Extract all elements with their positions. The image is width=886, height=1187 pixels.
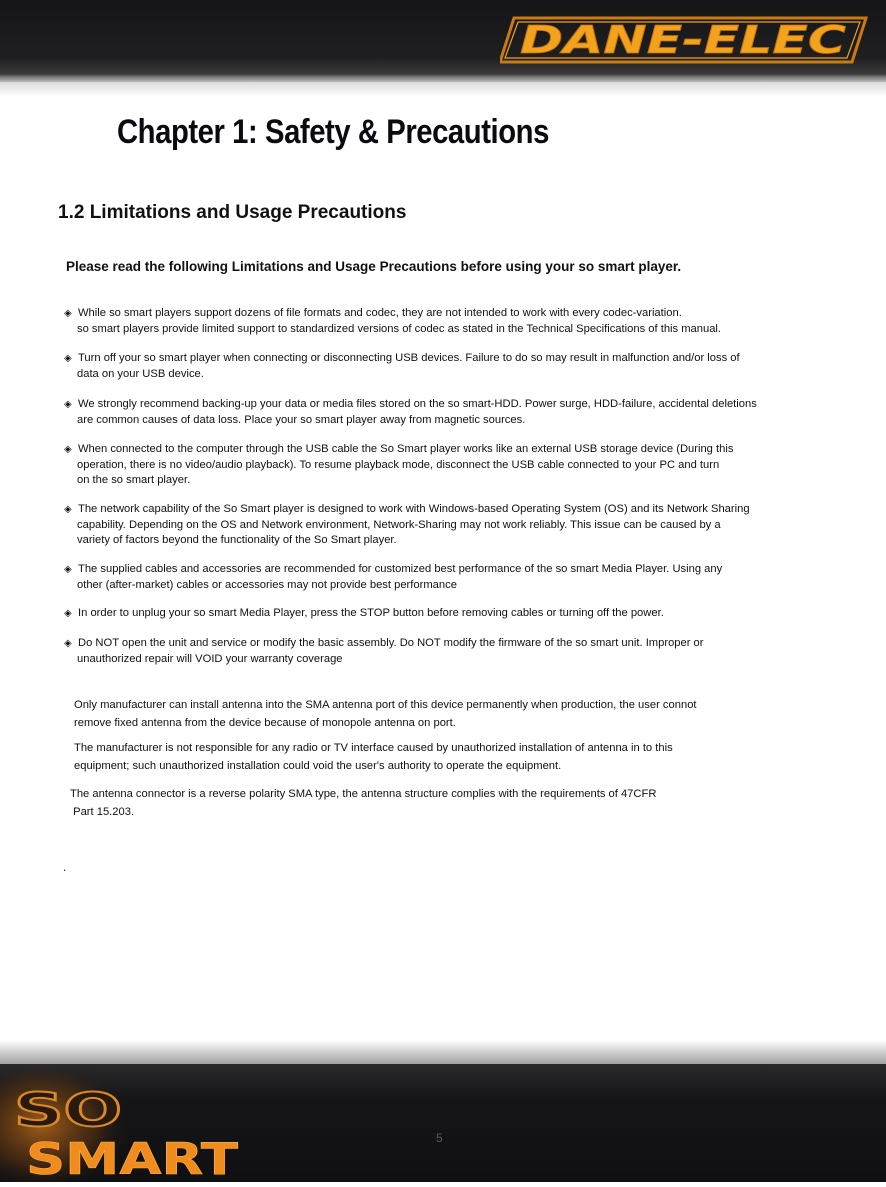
list-item: ◈ When connected to the computer through the USB cable the So Smart player works like an external USB storage device (During this operation, there is no video/audio playback). To resume playback mode, disconnect the USB cable connected to your PC and turn on the so smart player. [64, 443, 734, 486]
trailing-dot: . [63, 860, 67, 874]
chapter-title: Chapter 1: Safety & Precautions [117, 113, 549, 151]
so-smart-logo-line1: SO [14, 1083, 122, 1137]
intro-text: Please read the following Limitations and Usage Precautions before using your so smart player. [66, 259, 682, 274]
dane-elec-logo-text: DANE-ELEC [520, 18, 847, 62]
dane-elec-logo [500, 14, 868, 66]
diamond-bullet-icon: ◈ [64, 638, 72, 649]
footer-shadow [0, 1040, 886, 1066]
so-smart-logo [0, 1068, 260, 1182]
note-paragraph: The antenna connector is a reverse polarity SMA type, the antenna structure complies with the requirements of 47CFR Part 15.203. [70, 788, 657, 818]
list-item: ◈ In order to unplug your so smart Media Player, press the STOP button before removing cables or turning off the power. [64, 606, 664, 622]
diamond-bullet-icon: ◈ [64, 353, 72, 364]
diamond-bullet-icon: ◈ [64, 608, 72, 619]
diamond-bullet-icon: ◈ [64, 564, 72, 575]
list-item: ◈ The network capability of the So Smart player is designed to work with Windows-based Operating System (OS) and its Network Sharing capability. Depending on the OS and Network environment, Network-Sharing may not work reliably. This issue can be caused by a variety of factors beyond the functionality of the So Smart player. [64, 503, 750, 546]
diamond-bullet-icon: ◈ [64, 308, 72, 319]
list-item: ◈ We strongly recommend backing-up your data or media files stored on the so smart-HDD. Power surge, HDD-failure, accidental deletions are common causes of data loss. Place your so smart player away from magnetic sources. [64, 398, 757, 426]
section-title: 1.2 Limitations and Usage Precautions [58, 202, 407, 223]
list-item: ◈ The supplied cables and accessories are recommended for customized best performance of the so smart Media Player. Using any other (after-market) cables or accessories may not provide best performance [64, 563, 723, 591]
diamond-bullet-icon: ◈ [64, 444, 72, 455]
diamond-bullet-icon: ◈ [64, 504, 72, 515]
so-smart-logo-line2: SMART [26, 1134, 238, 1182]
list-item: ◈ Turn off your so smart player when connecting or disconnecting USB devices. Failure to do so may result in malfunction and/or loss of data on your USB device. [64, 352, 740, 380]
page-number: 5 [436, 1131, 443, 1145]
list-item: ◈ While so smart players support dozens of file formats and codec, they are not intended to work with every codec-variation. so smart players provide limited support to standardized versions of codec as stated in the Technical Specifications of this manual. [64, 307, 722, 335]
note-paragraph: The manufacturer is not responsible for any radio or TV interface caused by unauthorized installation of antenna in to this equipment; such unauthorized installation could void the user's authority to operate the equipment. [74, 742, 673, 772]
note-paragraph: Only manufacturer can install antenna into the SMA antenna port of this device permanently when production, the user connot remove fixed antenna from the device because of monopole antenna on port. [74, 699, 697, 729]
diamond-bullet-icon: ◈ [64, 399, 72, 410]
list-item: ◈ Do NOT open the unit and service or modify the basic assembly. Do NOT modify the firmware of the so smart unit. Improper or unauthorized repair will VOID your warranty coverage [64, 637, 704, 665]
header-shadow [0, 78, 886, 96]
